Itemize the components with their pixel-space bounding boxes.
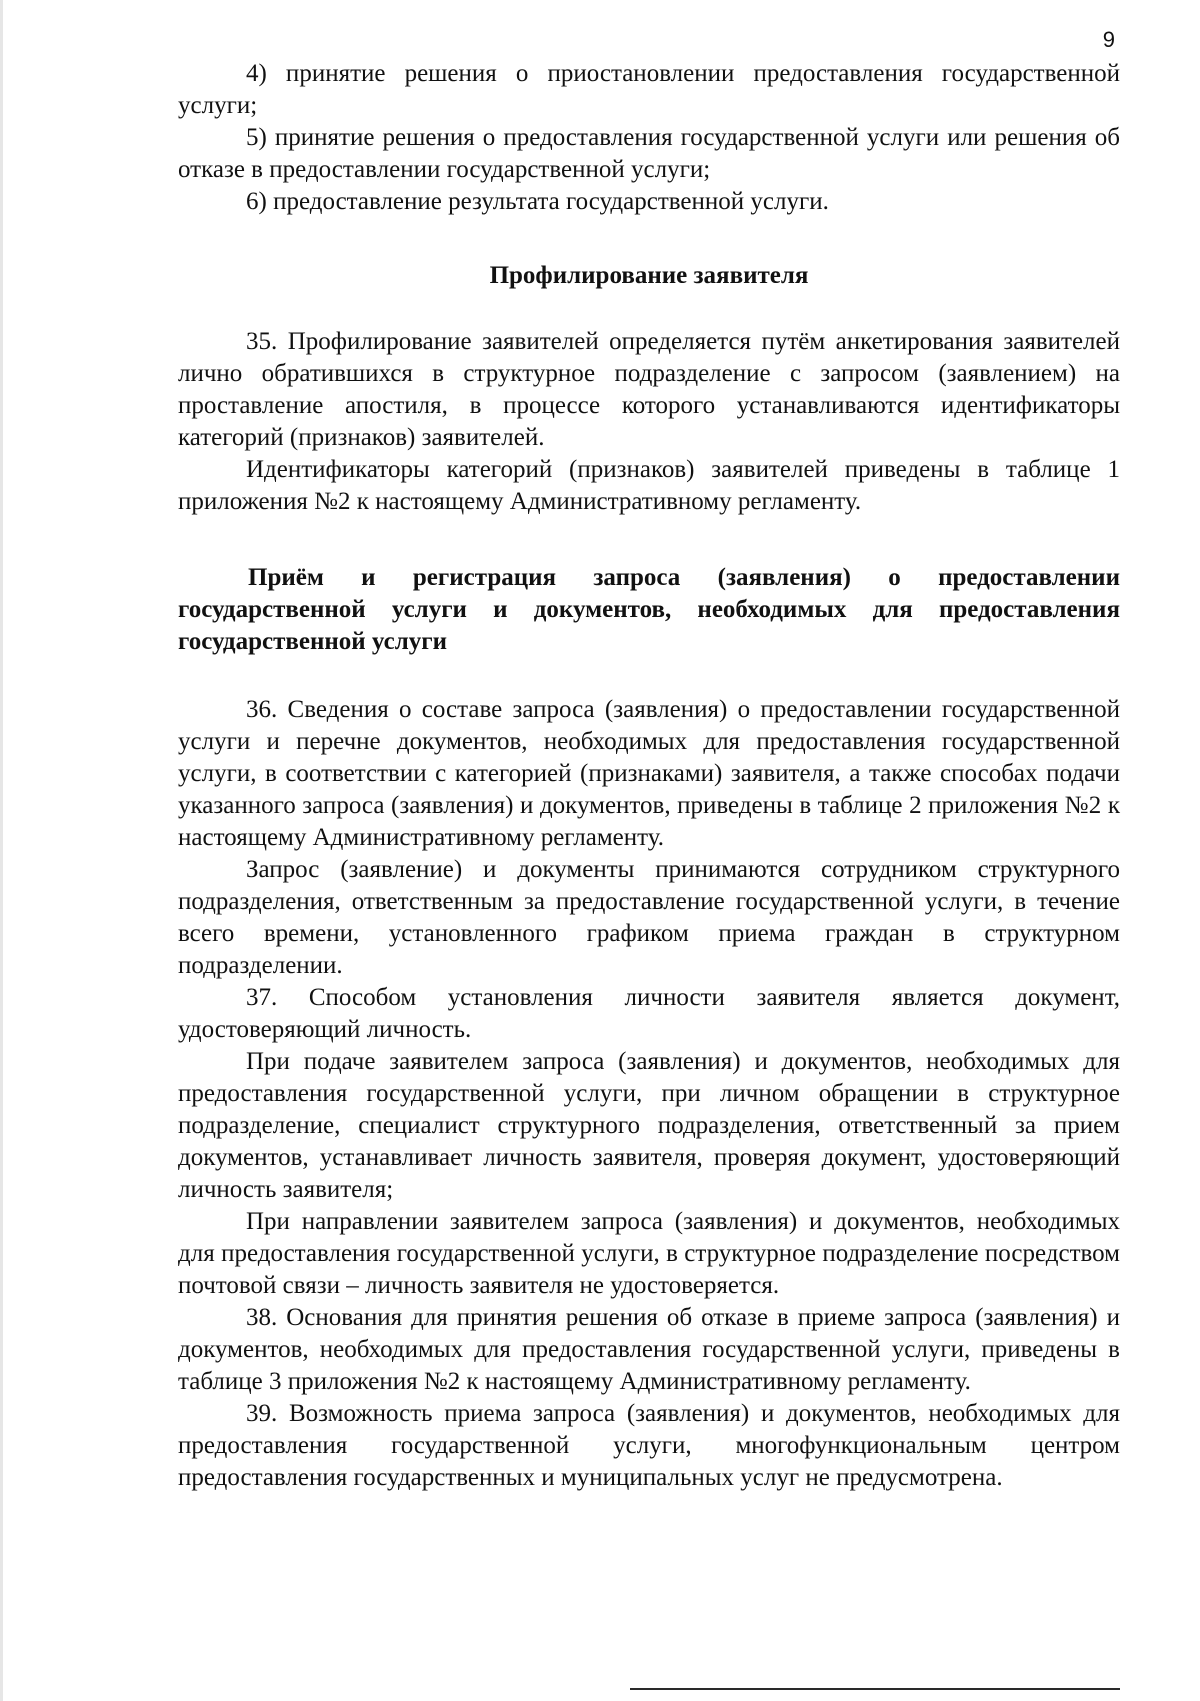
paragraph-37-postal: При направлении заявителем запроса (заявления) и документов, необходимых для предоставления государственной услуги, в структурное подразделение посредством почтовой связи – личность заявителя не удостоверяется. (178, 1208, 1120, 1299)
heading-request-reception: Приём и регистрация запроса (заявления) о предоставлении государственной услуги и документов, необходимых для предоставления государственной услуги (178, 564, 1120, 655)
bottom-rule (630, 1688, 1120, 1690)
scan-edge (0, 0, 3, 1701)
paragraph-35-identifiers: Идентификаторы категорий (признаков) заявителей приведены в таблице 1 приложения №2 к настоящему Административному регламенту. (178, 456, 1120, 515)
list-item-6: 6) предоставление результата государственной услуги. (246, 188, 829, 215)
document-body (178, 58, 1120, 1494)
paragraph-39: 39. Возможность приема запроса (заявления) и документов, необходимых для предоставления государственной услуги, многофункциональным центром предоставления государственных и муниципальных услуг не предусмотрена. (178, 1400, 1120, 1491)
paragraph-35: 35. Профилирование заявителей определяется путём анкетирования заявителей лично обратившихся в структурное подразделение с запросом (заявлением) на проставление апостиля, в процессе которого устанавливаются идентификаторы категорий (признаков) заявителей. (178, 328, 1120, 451)
paragraph-36: 36. Сведения о составе запроса (заявления) о предоставлении государственной услуги и перечне документов, необходимых для предоставления государственной услуги, в соответствии с категорией (признаками) заявителя, а также способах подачи указанного запроса (заявления) и документов, приведены в таблице 2 приложения №2 к настоящему Административному регламенту. (178, 696, 1120, 851)
paragraph-37-personal: При подаче заявителем запроса (заявления) и документов, необходимых для предоставления государственной услуги, при личном обращении в структурное подразделение, специалист структурного подразделения, ответственный за прием документов, устанавливает личность заявителя, проверяя документ, удостоверяющий личность заявителя; (178, 1048, 1120, 1203)
paragraph-37: 37. Способом установления личности заявителя является документ, удостоверяющий личность. (178, 984, 1120, 1043)
list-item-5: 5) принятие решения о предоставления государственной услуги или решения об отказе в предоставлении государственной услуги; (178, 124, 1120, 183)
page-number: 9 (1102, 27, 1115, 52)
list-item-4: 4) принятие решения о приостановлении предоставления государственной услуги; (178, 60, 1120, 119)
heading-applicant-profiling: Профилирование заявителя (489, 262, 809, 289)
paragraph-36-acceptance: Запрос (заявление) и документы принимаются сотрудником структурного подразделения, ответственным за предоставление государственной услуги, в течение всего времени, установленного графиком приема граждан в структурном подразделении. (178, 856, 1120, 979)
paragraph-38: 38. Основания для принятия решения об отказе в приеме запроса (заявления) и документов, необходимых для предоставления государственной услуги, приведены в таблице 3 приложения №2 к настоящему Административному регламенту. (178, 1304, 1120, 1395)
